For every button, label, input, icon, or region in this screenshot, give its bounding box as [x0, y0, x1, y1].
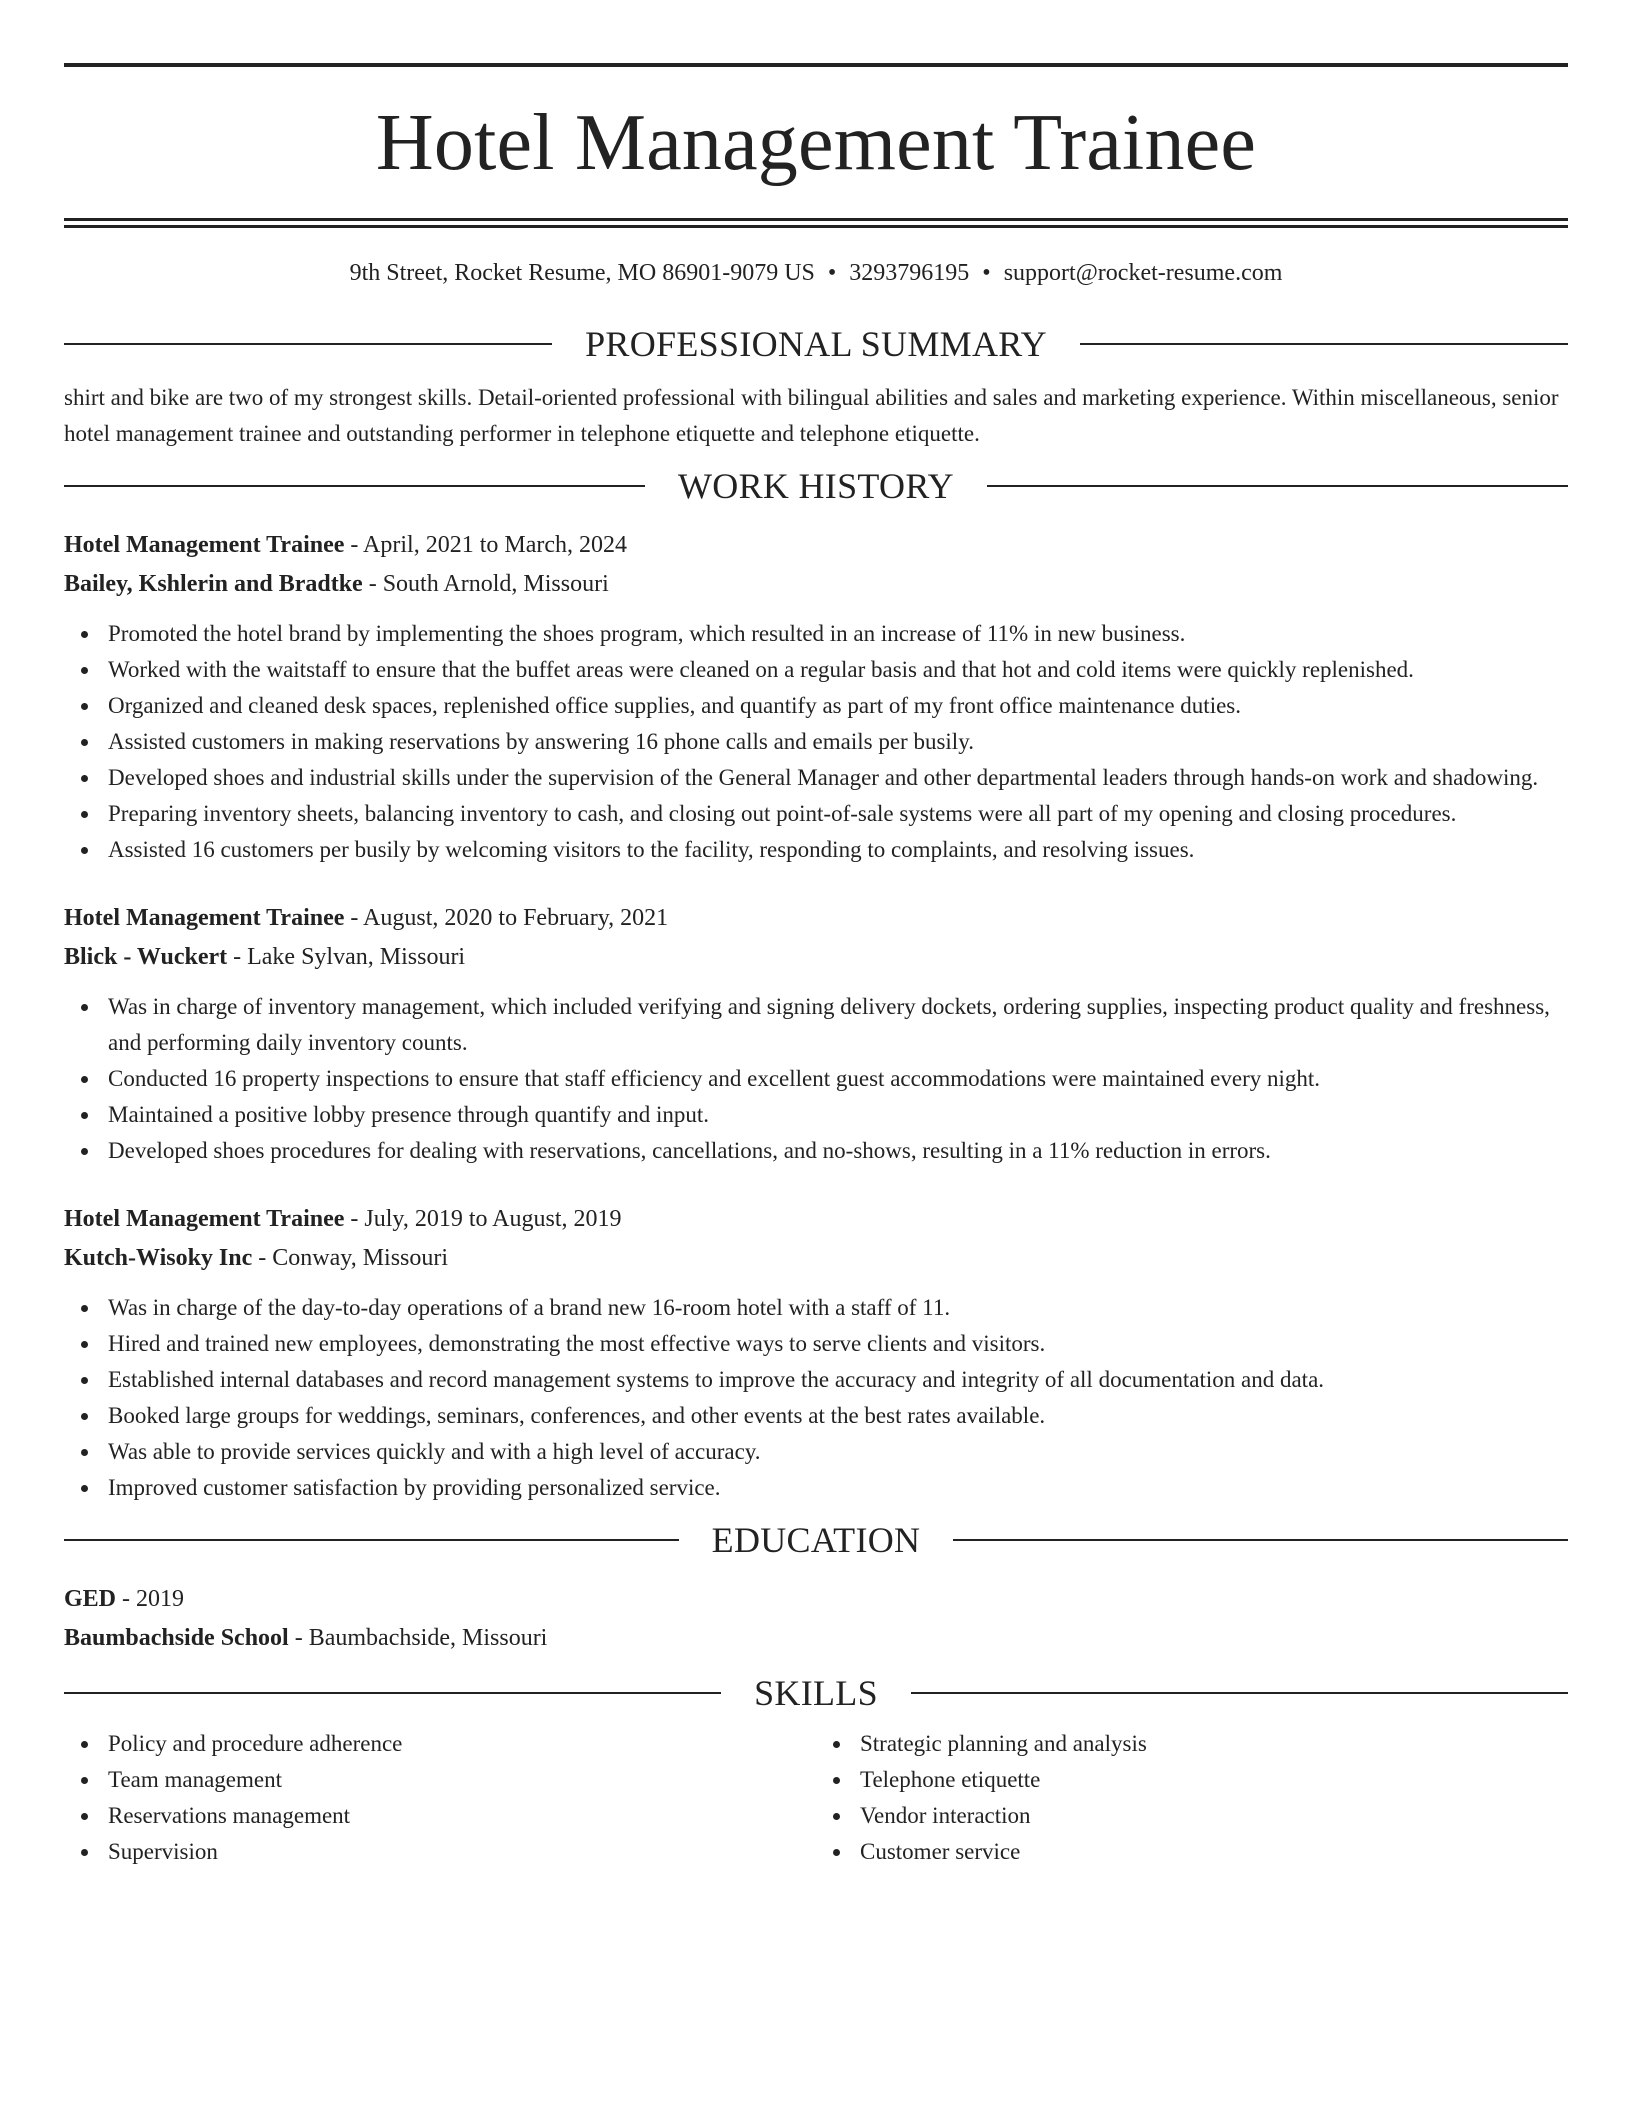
- list-item: Assisted 16 customers per busily by welcoming visitors to the facility, responding to complaints, and resolving issues.: [64, 832, 1568, 868]
- contact-phone: 3293796195: [849, 260, 970, 286]
- skill-item: Supervision: [64, 1834, 816, 1870]
- job-location: - South Arnold, Missouri: [362, 571, 609, 597]
- education-year: - 2019: [116, 1586, 185, 1612]
- job-location: - Lake Sylvan, Missouri: [227, 944, 466, 970]
- education-location: - Baumbachside, Missouri: [288, 1625, 548, 1651]
- section-title: PROFESSIONAL SUMMARY: [585, 324, 1047, 364]
- job-company-line: [64, 565, 1568, 604]
- section-heading-work: [64, 464, 1568, 508]
- heading-rule: [64, 343, 552, 345]
- contact-line: [64, 258, 1568, 288]
- job-entry: [64, 899, 1568, 1169]
- skills-list-left: [64, 1726, 816, 1870]
- section-title: WORK HISTORY: [678, 466, 954, 506]
- heading-rule: [1080, 343, 1568, 345]
- list-item: Was in charge of the day-to-day operations of a brand new 16-room hotel with a staff of 11.: [64, 1290, 1568, 1326]
- list-item: Established internal databases and record management systems to improve the accuracy and integrity of all documentation and data.: [64, 1362, 1568, 1398]
- education-degree: GED: [64, 1586, 117, 1612]
- contact-separator: •: [982, 260, 991, 286]
- list-item: Was in charge of inventory management, which included verifying and signing delivery dockets, ordering supplies, inspecting product quality and freshness, and performing daily inventory counts.: [64, 989, 1568, 1061]
- contact-address: 9th Street, Rocket Resume, MO 86901-9079 US: [349, 260, 815, 286]
- title-double-rule: [64, 218, 1568, 228]
- list-item: Developed shoes procedures for dealing with reservations, cancellations, and no-shows, resulting in a 11% reduction in errors.: [64, 1133, 1568, 1169]
- job-dates: - August, 2020 to February, 2021: [344, 905, 669, 931]
- section-title: EDUCATION: [711, 1520, 921, 1560]
- heading-rule: [64, 1692, 721, 1694]
- top-rule: [64, 63, 1568, 67]
- heading-rule: [64, 485, 645, 487]
- job-dates: - July, 2019 to August, 2019: [344, 1206, 622, 1232]
- job-role: Hotel Management Trainee: [64, 532, 345, 558]
- contact-separator: •: [827, 260, 837, 286]
- job-title-line: [64, 899, 1568, 938]
- contact-email: support@rocket-resume.com: [1003, 260, 1283, 286]
- job-entry: [64, 1200, 1568, 1506]
- section-heading-education: [64, 1518, 1568, 1562]
- job-company: Kutch-Wisoky Inc: [64, 1245, 253, 1271]
- list-item: Was able to provide services quickly and with a high level of accuracy.: [64, 1434, 1568, 1470]
- job-company: Bailey, Kshlerin and Bradtke: [64, 571, 363, 597]
- education-school-line: [64, 1619, 1568, 1658]
- education-entry: [64, 1580, 1568, 1658]
- job-location: - Conway, Missouri: [252, 1245, 449, 1271]
- skill-item: Team management: [64, 1762, 816, 1798]
- heading-rule: [64, 1539, 679, 1541]
- list-item: Promoted the hotel brand by implementing the shoes program, which resulted in an increase of 11% in new business.: [64, 616, 1568, 652]
- job-company-line: [64, 1239, 1568, 1278]
- job-bullets: [64, 989, 1568, 1169]
- heading-rule: [953, 1539, 1568, 1541]
- skill-item: Customer service: [816, 1834, 1568, 1870]
- list-item: Developed shoes and industrial skills under the supervision of the General Manager and other departmental leaders through hands-on work and shadowing.: [64, 760, 1568, 796]
- education-degree-line: [64, 1580, 1568, 1619]
- job-role: Hotel Management Trainee: [64, 1206, 345, 1232]
- list-item: Hired and trained new employees, demonstrating the most effective ways to serve clients and visitors.: [64, 1326, 1568, 1362]
- section-heading-summary: [64, 322, 1568, 366]
- job-entry: [64, 526, 1568, 868]
- heading-rule: [911, 1692, 1568, 1694]
- skill-item: Reservations management: [64, 1798, 816, 1834]
- skill-item: Strategic planning and analysis: [816, 1726, 1568, 1762]
- resume-title: Hotel Management Trainee: [375, 99, 1257, 187]
- list-item: Conducted 16 property inspections to ensure that staff efficiency and excellent guest accommodations were maintained every night.: [64, 1061, 1568, 1097]
- skills-columns: [64, 1726, 1568, 1870]
- job-dates: - April, 2021 to March, 2024: [344, 532, 628, 558]
- skills-list-right: [816, 1726, 1568, 1870]
- job-title-line: [64, 526, 1568, 565]
- list-item: Organized and cleaned desk spaces, replenished office supplies, and quantify as part of my front office maintenance duties.: [64, 688, 1568, 724]
- skill-item: Telephone etiquette: [816, 1762, 1568, 1798]
- section-title: SKILLS: [754, 1673, 878, 1713]
- job-role: Hotel Management Trainee: [64, 905, 345, 931]
- job-bullets: [64, 616, 1568, 868]
- job-company: Blick - Wuckert: [64, 944, 228, 970]
- summary-text: shirt and bike are two of my strongest skills. Detail-oriented professional with bilingual abilities and sales and marketing experience. Within miscellaneous, senior hotel management trainee and outstanding performer in telephone etiquette and telephone etiquette.: [64, 385, 1559, 446]
- list-item: Maintained a positive lobby presence through quantify and input.: [64, 1097, 1568, 1133]
- list-item: Assisted customers in making reservations by answering 16 phone calls and emails per busily.: [64, 724, 1568, 760]
- list-item: Booked large groups for weddings, seminars, conferences, and other events at the best rates available.: [64, 1398, 1568, 1434]
- skill-item: Policy and procedure adherence: [64, 1726, 816, 1762]
- skill-item: Vendor interaction: [816, 1798, 1568, 1834]
- job-bullets: [64, 1290, 1568, 1506]
- job-company-line: [64, 938, 1568, 977]
- section-heading-skills: [64, 1671, 1568, 1715]
- education-school: Baumbachside School: [64, 1625, 289, 1651]
- heading-rule: [987, 485, 1568, 487]
- list-item: Worked with the waitstaff to ensure that the buffet areas were cleaned on a regular basis and that hot and cold items were quickly replenished.: [64, 652, 1568, 688]
- list-item: Preparing inventory sheets, balancing inventory to cash, and closing out point-of-sale systems were all part of my opening and closing procedures.: [64, 796, 1568, 832]
- list-item: Improved customer satisfaction by providing personalized service.: [64, 1470, 1568, 1506]
- job-title-line: [64, 1200, 1568, 1239]
